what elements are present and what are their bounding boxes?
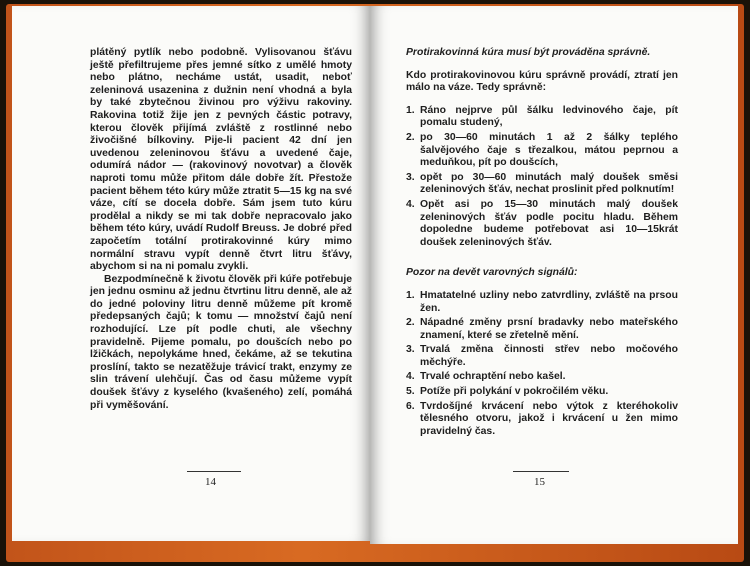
left-page-text (90, 47, 352, 412)
left-page (12, 6, 370, 541)
section-heading: Pozor na devět varovných signálů: (406, 267, 578, 279)
list-item: 2. Nápadné změny prsní bradavky nebo mateřského znamení, které se zřetelně mění. (406, 317, 678, 341)
list-item: 2. po 30—60 minutách 1 až 2 šálky teplého šalvějového čaje s třezalkou, mátou peprnou a meduňkou, pít po doušcích, (406, 131, 678, 169)
paragraph: Bezpodmínečně k životu člověk při kúře potřebuje jen jednu osminu až jednu čtvrtinu litru denně, ale až do jedné poloviny litru denně můžeme pít kromě předepsaných čajů; k tomu — množství čajů není rozhodující. Lze pít podle chuti, ale všechny pravidelně. Pijeme pomalu, po doušcích nebo po lžičkách, nepolykáme hned, čekáme, až se tekutina proslíní, takto se nezatěžuje trávicí trakt, enzymy ze slin trávení ulehčují. Čas od času můžeme vypít doušek šťávy z kyselého (kvašeného) zelí, pomáhá při vyměšování. (90, 273, 352, 411)
list-item: 3. Trvalá změna činnosti střev nebo močového měchýře. (406, 344, 678, 368)
list-item: 1. Ráno nejprve půl šálku ledvinového čaje, pít pomalu studený, (406, 104, 678, 129)
list-item: 5. Potíže při polykání v pokročilém věku. (406, 386, 609, 398)
warning-signals-list (406, 290, 678, 439)
intro-paragraph: Kdo protirakovinovou kúru správně provádí, ztratí jen málo na váze. Tedy správně: (406, 69, 678, 94)
page-number-rule (513, 471, 569, 472)
right-page (370, 6, 738, 544)
page-number-rule (187, 471, 241, 472)
page-number: 15 (534, 476, 545, 488)
section-heading: Protirakovinná kúra musí být prováděna správně. (406, 47, 651, 58)
list-item: 6. Tvrdošíjné krvácení nebo výtok z kteréhokoliv tělesného otvoru, jakož i krvácení u žen mimo pravidelný čas. (406, 400, 678, 437)
right-page-text (406, 47, 678, 440)
list-item: 3. opět po 30—60 minutách malý doušek směsi zeleninových šťáv, nechat proslinit před polknutím! (406, 171, 678, 196)
regimen-list (406, 105, 678, 250)
page-number: 14 (205, 476, 216, 488)
list-item: 4. Opět asi po 15—30 minutách malý doušek zeleninových šťáv podle pocitu hladu. Během dopoledne budeme potřebovat asi 10—15krát doušek zeleninových šťáv. (406, 198, 678, 248)
list-item: 4. Trvalé ochraptění nebo kašel. (406, 371, 566, 383)
paragraph: plátěný pytlík nebo podobně. Vylisovanou šťávu ještě přefiltrujeme přes jemné sítko z umělé hmoty nebo plátno, necháme ustát, usadit, neboť zeleninová usazenina z dužnin není vhodná a byla by také zbytečnou živinou pro výživu rakoviny. Rakovina totiž žije jen z pevných částic potravy, kterou člověk přijímá zvláště z rostlinné nebo živočišné bílkoviny. Pije-li pacient 42 dní jen uvedenou zeleninovou šťávu a uvedené čaje, odumírá nádor — (rakovinový novotvar) a člověk naproti tomu může přitom dále dobře žít. Přestože pacient během této kúry může ztratit 5—15 kg na své váze, cítí se docela dobře. Sám jsem tuto kúru prodělal a nikdy se mi tak dobře nepracovalo jako během této kúry, uvádí Rudolf Breuss. Je dobré před započetím totální protirakovinné kúry mimo normální stravu vypít denně čtvrt litru šťávy, abychom si na ni pomalu zvykli. (90, 47, 352, 273)
list-item: 1. Hmatatelné uzliny nebo zatvrdliny, zvláště na prsou žen. (406, 289, 678, 314)
